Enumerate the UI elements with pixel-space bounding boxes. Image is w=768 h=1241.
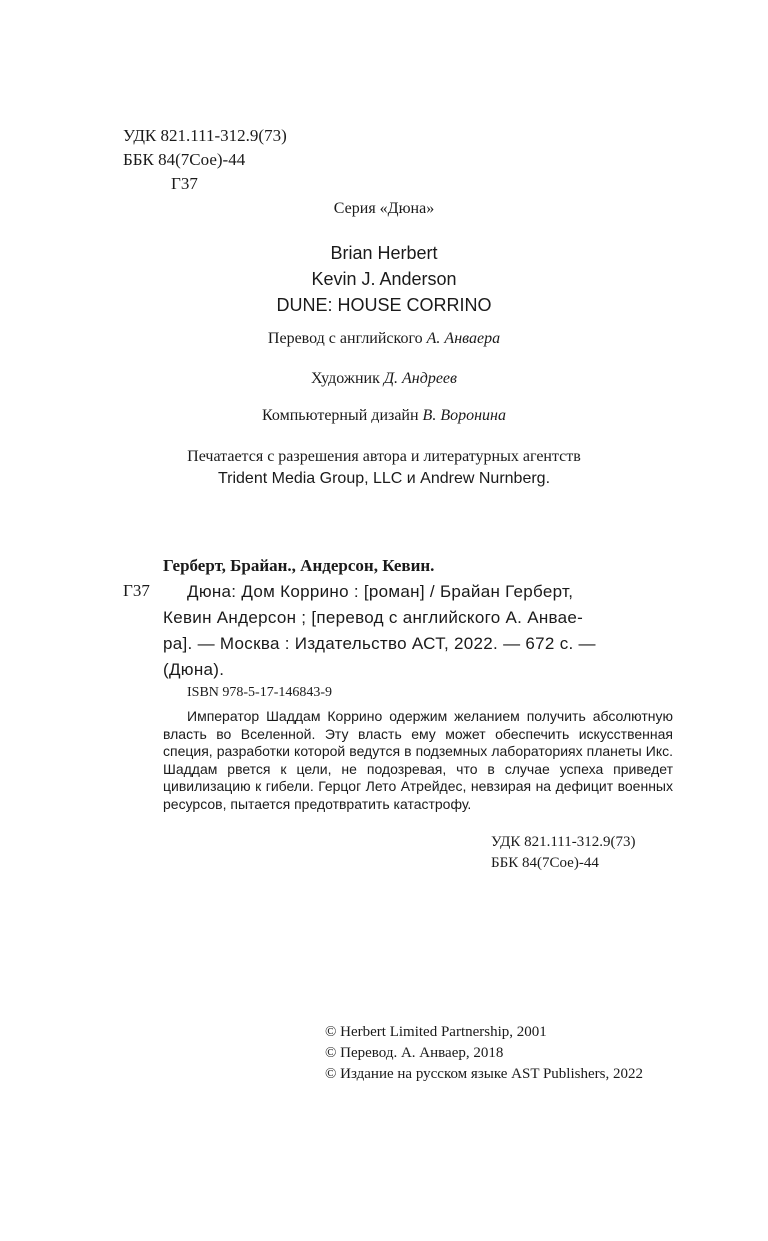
artist-credit — [0, 370, 768, 388]
annotation: Император Шаддам Коррино одержим желанием получить абсолютную власть во Вселенной. Эту власть ему может обеспечить искусственная специя, разработки которой ведутся в подземных лабораториях планеты Икс. Шаддам рвется к цели, не подозревая, что в случае успеха приведет цивилизацию к гибели. Герцог Лето Атрейдес, невзирая на дефицит военных ресурсов, пытается предотвратить катастрофу. — [163, 708, 673, 812]
isbn: ISBN 978-5-17-146843-9 — [187, 685, 333, 700]
copyright-line-2: © Перевод. А. Анваер, 2018 — [325, 1045, 504, 1061]
udk-code: УДК 821.111-312.9(73) — [123, 126, 287, 145]
original-title: DUNE: HOUSE CORRINO — [276, 295, 492, 315]
artist-label: Художник — [311, 370, 380, 387]
catalog-line-2: Кевин Андерсон ; [перевод с английского А. Анвае- — [163, 608, 584, 627]
author-sign: Г37 — [171, 174, 198, 193]
catalog-code: Г37 — [123, 581, 150, 600]
copyright-line-1: © Herbert Limited Partnership, 2001 — [325, 1024, 547, 1040]
original-author-1: Brian Herbert — [330, 243, 438, 263]
catalog-line-1: Дюна: Дом Коррино : [роман] / Брайан Герберт, — [187, 582, 574, 601]
catalog-udk: УДК 821.111-312.9(73) — [491, 834, 636, 850]
translation-credit — [0, 330, 768, 348]
catalog-line-3: ра]. — Москва : Издательство АСТ, 2022. — 672 с. — — [163, 634, 596, 653]
series-name: Серия «Дюна» — [333, 200, 435, 217]
bbk-code: ББК 84(7Сое)-44 — [123, 150, 246, 169]
design-credit — [0, 407, 768, 425]
catalog-description — [163, 579, 673, 683]
catalog-classification — [491, 832, 635, 874]
designer-name: В. Воронина — [422, 407, 506, 424]
artist-name: Д. Андреев — [383, 370, 457, 387]
catalog-line-4: (Дюна). — [163, 660, 225, 679]
catalog-authors: Герберт, Брайан., Андерсон, Кевин. — [163, 556, 435, 575]
design-label: Компьютерный дизайн — [262, 407, 419, 424]
translator-name: А. Анваера — [426, 330, 501, 347]
permission-line-2: Trident Media Group, LLC и Andrew Nurnberg. — [217, 470, 551, 487]
permission-line-1: Печатается с разрешения автора и литературных агентств — [187, 448, 581, 465]
original-author-2: Kevin J. Anderson — [311, 269, 457, 289]
translation-label: Перевод с английского — [267, 330, 423, 347]
catalog-bbk: ББК 84(7Сое)-44 — [491, 855, 599, 871]
copyright-block — [325, 1022, 643, 1085]
copyright-line-3: © Издание на русском языке AST Publishers, 2022 — [325, 1066, 643, 1082]
classification-block — [123, 124, 287, 196]
original-title-block — [0, 240, 768, 318]
permission-notice — [0, 446, 768, 490]
